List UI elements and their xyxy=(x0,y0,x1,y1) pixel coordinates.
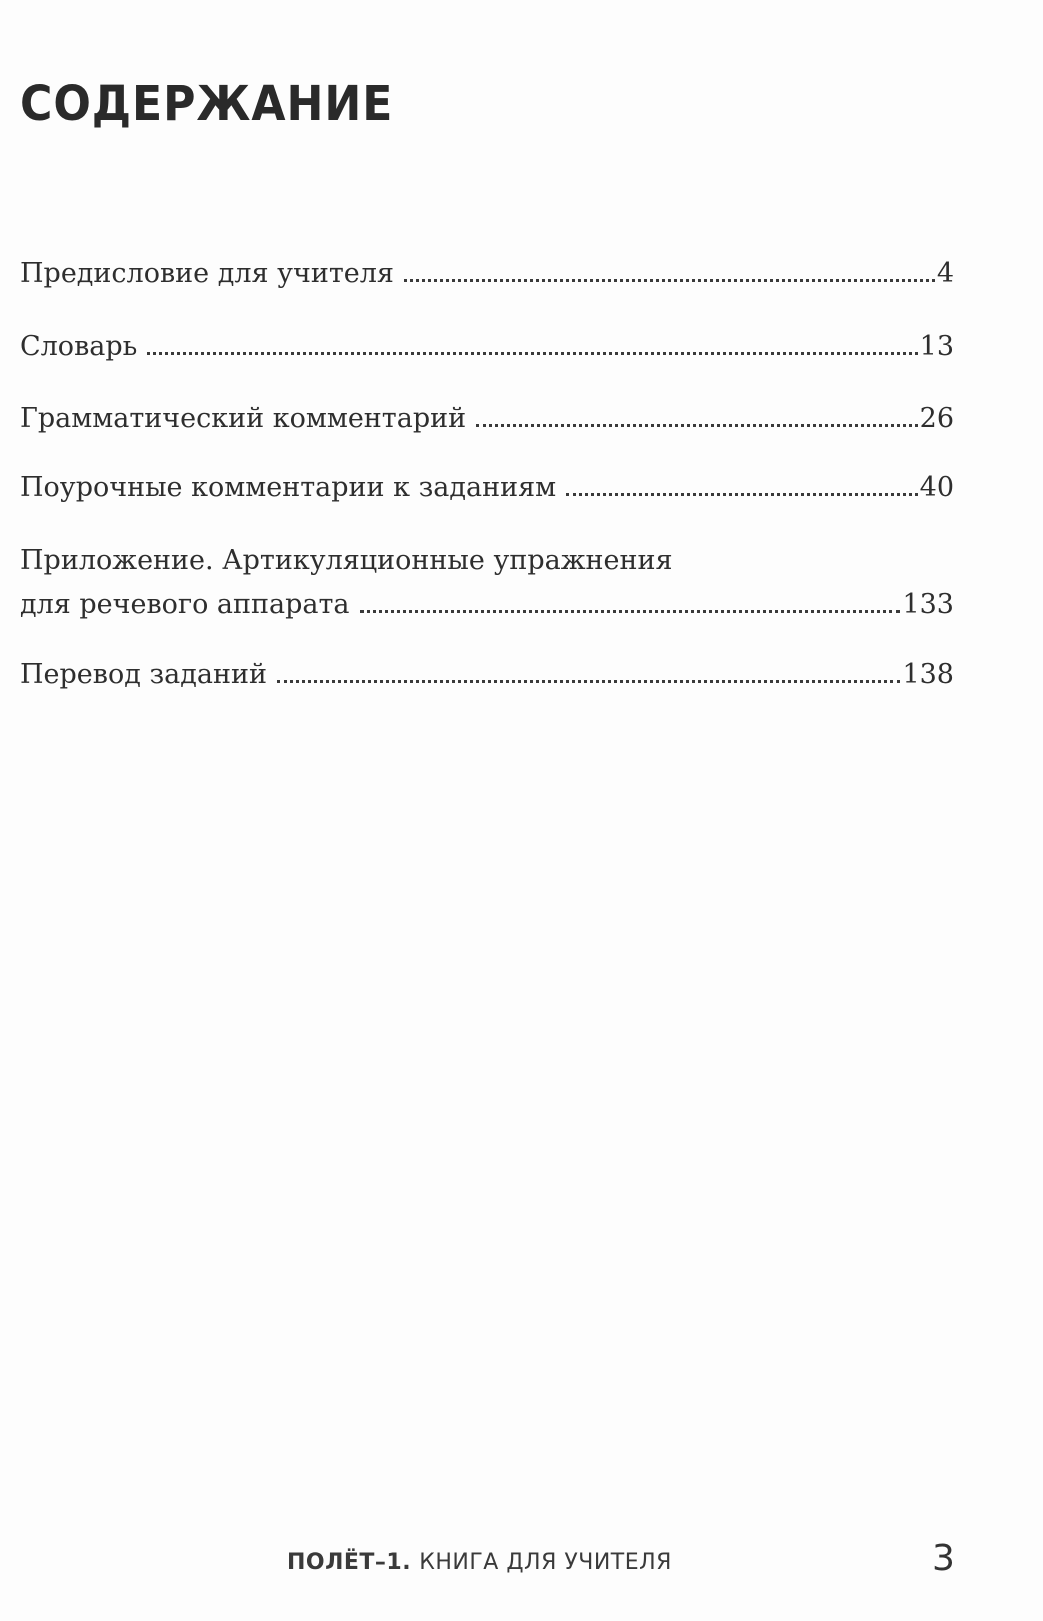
toc-entry-page: 26 xyxy=(919,403,954,434)
toc-line xyxy=(20,655,954,695)
toc-line xyxy=(20,468,954,508)
page-title: СОДЕРЖАНИЕ xyxy=(20,76,394,132)
toc-entry-appendix xyxy=(20,541,954,625)
toc-entry-label-continued: для речевого аппарата xyxy=(20,589,350,620)
toc-entry-label: Поурочные комментарии к заданиям xyxy=(20,472,557,503)
toc-line xyxy=(20,585,954,625)
toc-entry-label: Словарь xyxy=(20,331,138,362)
toc-leader-dots xyxy=(277,676,900,683)
toc-entry-label: Приложение. Артикуляционные упражнения xyxy=(20,545,673,576)
toc-entry-page: 40 xyxy=(919,472,954,503)
toc-line xyxy=(20,327,954,367)
toc-entry-translation xyxy=(20,655,954,695)
toc-entry-page: 13 xyxy=(919,331,954,362)
toc-leader-dots xyxy=(404,275,935,282)
toc-line xyxy=(20,541,954,581)
footer-book-name: ПОЛЁТ–1. xyxy=(287,1550,412,1575)
toc-leader-dots xyxy=(360,606,901,613)
footer-book-subtitle: КНИГА ДЛЯ УЧИТЕЛЯ xyxy=(419,1550,672,1575)
toc-entry-dictionary xyxy=(20,327,954,367)
toc-entry-label: Грамматический комментарий xyxy=(20,403,467,434)
toc-entry-grammar xyxy=(20,399,954,439)
toc-leader-dots xyxy=(566,489,917,496)
toc-line xyxy=(20,399,954,439)
toc-entry-lesson-comments xyxy=(20,468,954,508)
toc-entry-label: Перевод заданий xyxy=(20,659,267,690)
table-of-contents xyxy=(20,254,954,695)
toc-leader-dots xyxy=(147,348,917,355)
page-number: 3 xyxy=(932,1538,955,1579)
toc-line xyxy=(20,254,954,294)
toc-leader-dots xyxy=(476,420,918,427)
toc-entry-page: 4 xyxy=(936,258,954,289)
toc-entry-label: Предисловие для учителя xyxy=(20,258,394,289)
toc-entry-page: 133 xyxy=(902,589,954,620)
running-footer-title xyxy=(287,1550,672,1575)
toc-entry-page: 138 xyxy=(902,659,954,690)
toc-entry-preface xyxy=(20,254,954,294)
